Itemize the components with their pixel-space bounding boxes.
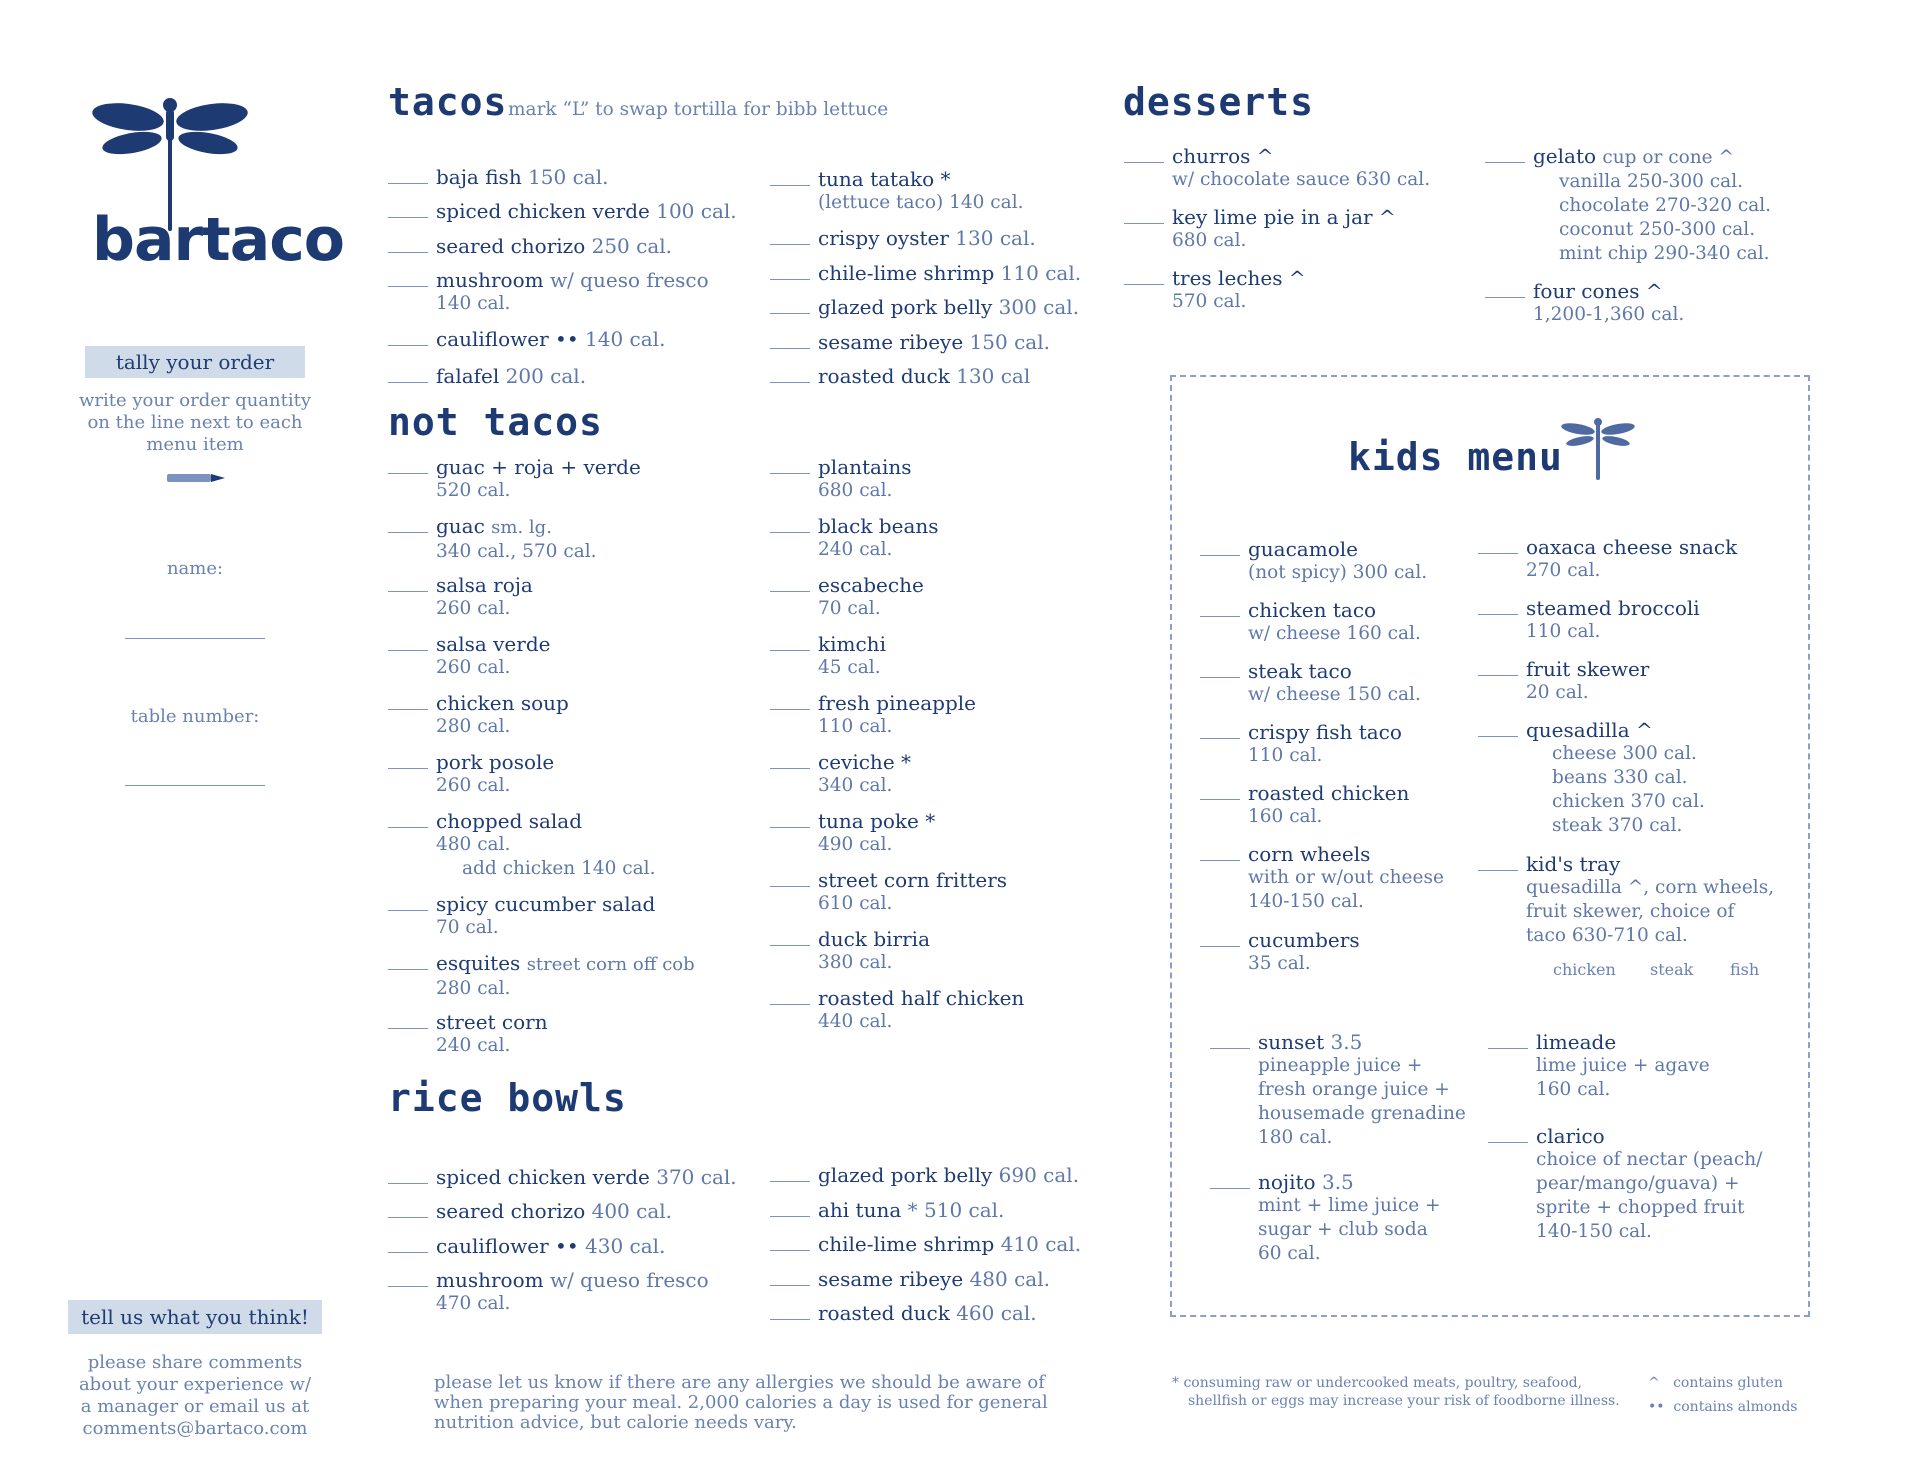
menu-item[interactable]: tuna tatako * (lettuce taco) 140 cal. — [818, 167, 1024, 215]
table-number-field[interactable] — [125, 785, 265, 786]
menu-item[interactable]: cauliflower •• 430 cal. — [436, 1234, 665, 1258]
menu-item[interactable]: duck birria 380 cal. — [818, 927, 930, 975]
table-number-label: table number: — [130, 706, 260, 727]
menu-item[interactable]: spiced chicken verde 100 cal. — [436, 199, 737, 223]
desserts-heading: desserts — [1123, 80, 1315, 124]
menu-item[interactable]: sesame ribeye 150 cal. — [818, 330, 1050, 354]
menu-item[interactable]: ceviche * 340 cal. — [818, 750, 911, 798]
menu-item[interactable]: plantains 680 cal. — [818, 455, 912, 503]
drink-item[interactable]: sunset 3.5 pineapple juice + fresh orange juice + housemade grenadine 180 cal. — [1258, 1030, 1466, 1150]
menu-item[interactable]: chile-lime shrimp 110 cal. — [818, 261, 1081, 285]
menu-item[interactable]: baja fish 150 cal. — [436, 165, 608, 189]
menu-item[interactable]: roasted half chicken 440 cal. — [818, 986, 1024, 1034]
menu-item[interactable]: spicy cucumber salad 70 cal. — [436, 892, 655, 940]
menu-item[interactable]: four cones ^ 1,200-1,360 cal. — [1533, 279, 1684, 327]
menu-item[interactable]: roasted chicken 160 cal. — [1248, 781, 1409, 829]
menu-item[interactable]: guacamole (not spicy) 300 cal. — [1248, 537, 1427, 585]
menu-item[interactable]: glazed pork belly 300 cal. — [818, 295, 1079, 319]
menu-item[interactable]: kid's tray quesadilla ^, corn wheels, fruit skewer, choice of taco 630-710 cal. — [1526, 852, 1774, 948]
allergy-notice: please let us know if there are any allergies we should be aware of when preparing your meal. 2,000 calories a day is used for general nutrition advice, but calorie needs vary. — [434, 1372, 1048, 1433]
menu-item[interactable]: seared chorizo 250 cal. — [436, 234, 672, 258]
raw-food-warning: * consuming raw or undercooked meats, poultry, seafood, shellfish or eggs may increase your risk of foodborne illness. — [1172, 1375, 1620, 1409]
menu-item[interactable]: cucumbers 35 cal. — [1248, 928, 1360, 976]
menu-item[interactable]: oaxaca cheese snack 270 cal. — [1526, 535, 1737, 583]
menu-item[interactable]: street corn 240 cal. — [436, 1010, 548, 1058]
tacos-heading: tacos — [388, 80, 508, 124]
menu-item[interactable]: escabeche 70 cal. — [818, 573, 924, 621]
menu-item[interactable]: ahi tuna * 510 cal. — [818, 1198, 1004, 1222]
menu-item[interactable]: steamed broccoli 110 cal. — [1526, 596, 1700, 644]
tally-tag: tally your order — [85, 346, 305, 378]
menu-item[interactable]: spiced chicken verde 370 cal. — [436, 1165, 737, 1189]
menu-item[interactable]: black beans 240 cal. — [818, 514, 939, 562]
menu-item[interactable]: crispy fish taco 110 cal. — [1248, 720, 1402, 768]
menu-item[interactable]: key lime pie in a jar ^ 680 cal. — [1172, 205, 1396, 253]
name-field[interactable] — [125, 638, 265, 639]
menu-item[interactable]: gelato cup or cone ^ vanilla 250-300 cal. chocolate 270-320 cal. coconut 250-300 cal. mint chip 290-340 cal. — [1533, 144, 1771, 266]
menu-item[interactable]: chile-lime shrimp 410 cal. — [818, 1232, 1081, 1256]
menu-item[interactable]: seared chorizo 400 cal. — [436, 1199, 672, 1223]
logo-wordmark: bartaco — [92, 205, 344, 275]
feedback-text: please share comments about your experience w/ a manager or email us at comments@bartaco.com — [78, 1352, 312, 1439]
menu-item[interactable]: sesame ribeye 480 cal. — [818, 1267, 1050, 1291]
drink-item[interactable]: clarico choice of nectar (peach/ pear/mango/guava) + sprite + chopped fruit 140-150 cal. — [1536, 1124, 1762, 1244]
legend-almonds: •• contains almonds — [1648, 1399, 1798, 1415]
dragonfly-icon — [1560, 415, 1636, 487]
menu-item[interactable]: corn wheels with or w/out cheese 140-150 cal. — [1248, 842, 1444, 914]
menu-item[interactable]: chicken soup 280 cal. — [436, 691, 569, 739]
kids-menu-heading: kids menu — [1348, 435, 1563, 479]
legend-gluten: ^ contains gluten — [1648, 1375, 1783, 1391]
drink-item[interactable]: nojito 3.5 mint + lime juice + sugar + club soda 60 cal. — [1258, 1170, 1441, 1266]
menu-item[interactable]: salsa roja 260 cal. — [436, 573, 533, 621]
menu-item[interactable]: glazed pork belly 690 cal. — [818, 1163, 1079, 1187]
menu-item[interactable]: fresh pineapple 110 cal. — [818, 691, 976, 739]
menu-item[interactable]: churros ^ w/ chocolate sauce 630 cal. — [1172, 144, 1430, 192]
menu-item[interactable]: kimchi 45 cal. — [818, 632, 886, 680]
rice-bowls-heading: rice bowls — [388, 1076, 627, 1120]
menu-item[interactable]: mushroom w/ queso fresco 140 cal. — [436, 268, 709, 316]
menu-item[interactable]: salsa verde 260 cal. — [436, 632, 550, 680]
tally-instructions: write your order quantity on the line next to each menu item — [78, 390, 312, 455]
menu-item[interactable]: roasted duck 130 cal — [818, 364, 1030, 388]
name-label: name: — [166, 558, 224, 579]
menu-item[interactable]: guac + roja + verde 520 cal. — [436, 455, 641, 503]
menu-item[interactable]: chicken taco w/ cheese 160 cal. — [1248, 598, 1421, 646]
menu-item[interactable]: crispy oyster 130 cal. — [818, 226, 1036, 250]
pencil-icon — [165, 470, 227, 489]
menu-item[interactable]: guac sm. lg. 340 cal., 570 cal. — [436, 514, 597, 564]
drink-item[interactable]: limeade lime juice + agave 160 cal. — [1536, 1030, 1710, 1102]
kids-tray-choice-fish[interactable]: fish — [1730, 960, 1760, 979]
not-tacos-heading: not tacos — [388, 400, 603, 444]
kids-tray-choice-steak[interactable]: steak — [1650, 960, 1694, 979]
menu-item[interactable]: steak taco w/ cheese 150 cal. — [1248, 659, 1421, 707]
kids-tray-choice-chicken[interactable]: chicken — [1553, 960, 1616, 979]
menu-item[interactable]: pork posole 260 cal. — [436, 750, 554, 798]
menu-item[interactable]: chopped salad 480 cal. add chicken 140 cal. — [436, 809, 655, 881]
menu-item[interactable]: street corn fritters 610 cal. — [818, 868, 1007, 916]
menu-item[interactable]: roasted duck 460 cal. — [818, 1301, 1037, 1325]
feedback-tag: tell us what you think! — [68, 1300, 322, 1334]
menu-item[interactable]: cauliflower •• 140 cal. — [436, 327, 665, 351]
tacos-note: mark “L” to swap tortilla for bibb lettuce — [508, 99, 889, 120]
menu-item[interactable]: tuna poke * 490 cal. — [818, 809, 935, 857]
menu-item[interactable]: mushroom w/ queso fresco 470 cal. — [436, 1268, 709, 1316]
menu-item[interactable]: tres leches ^ 570 cal. — [1172, 266, 1306, 314]
menu-item[interactable]: falafel 200 cal. — [436, 364, 586, 388]
menu-item[interactable]: esquites street corn off cob 280 cal. — [436, 951, 695, 1001]
menu-item[interactable]: fruit skewer 20 cal. — [1526, 657, 1649, 705]
menu-item[interactable]: quesadilla ^ cheese 300 cal. beans 330 cal. chicken 370 cal. steak 370 cal. — [1526, 718, 1705, 838]
